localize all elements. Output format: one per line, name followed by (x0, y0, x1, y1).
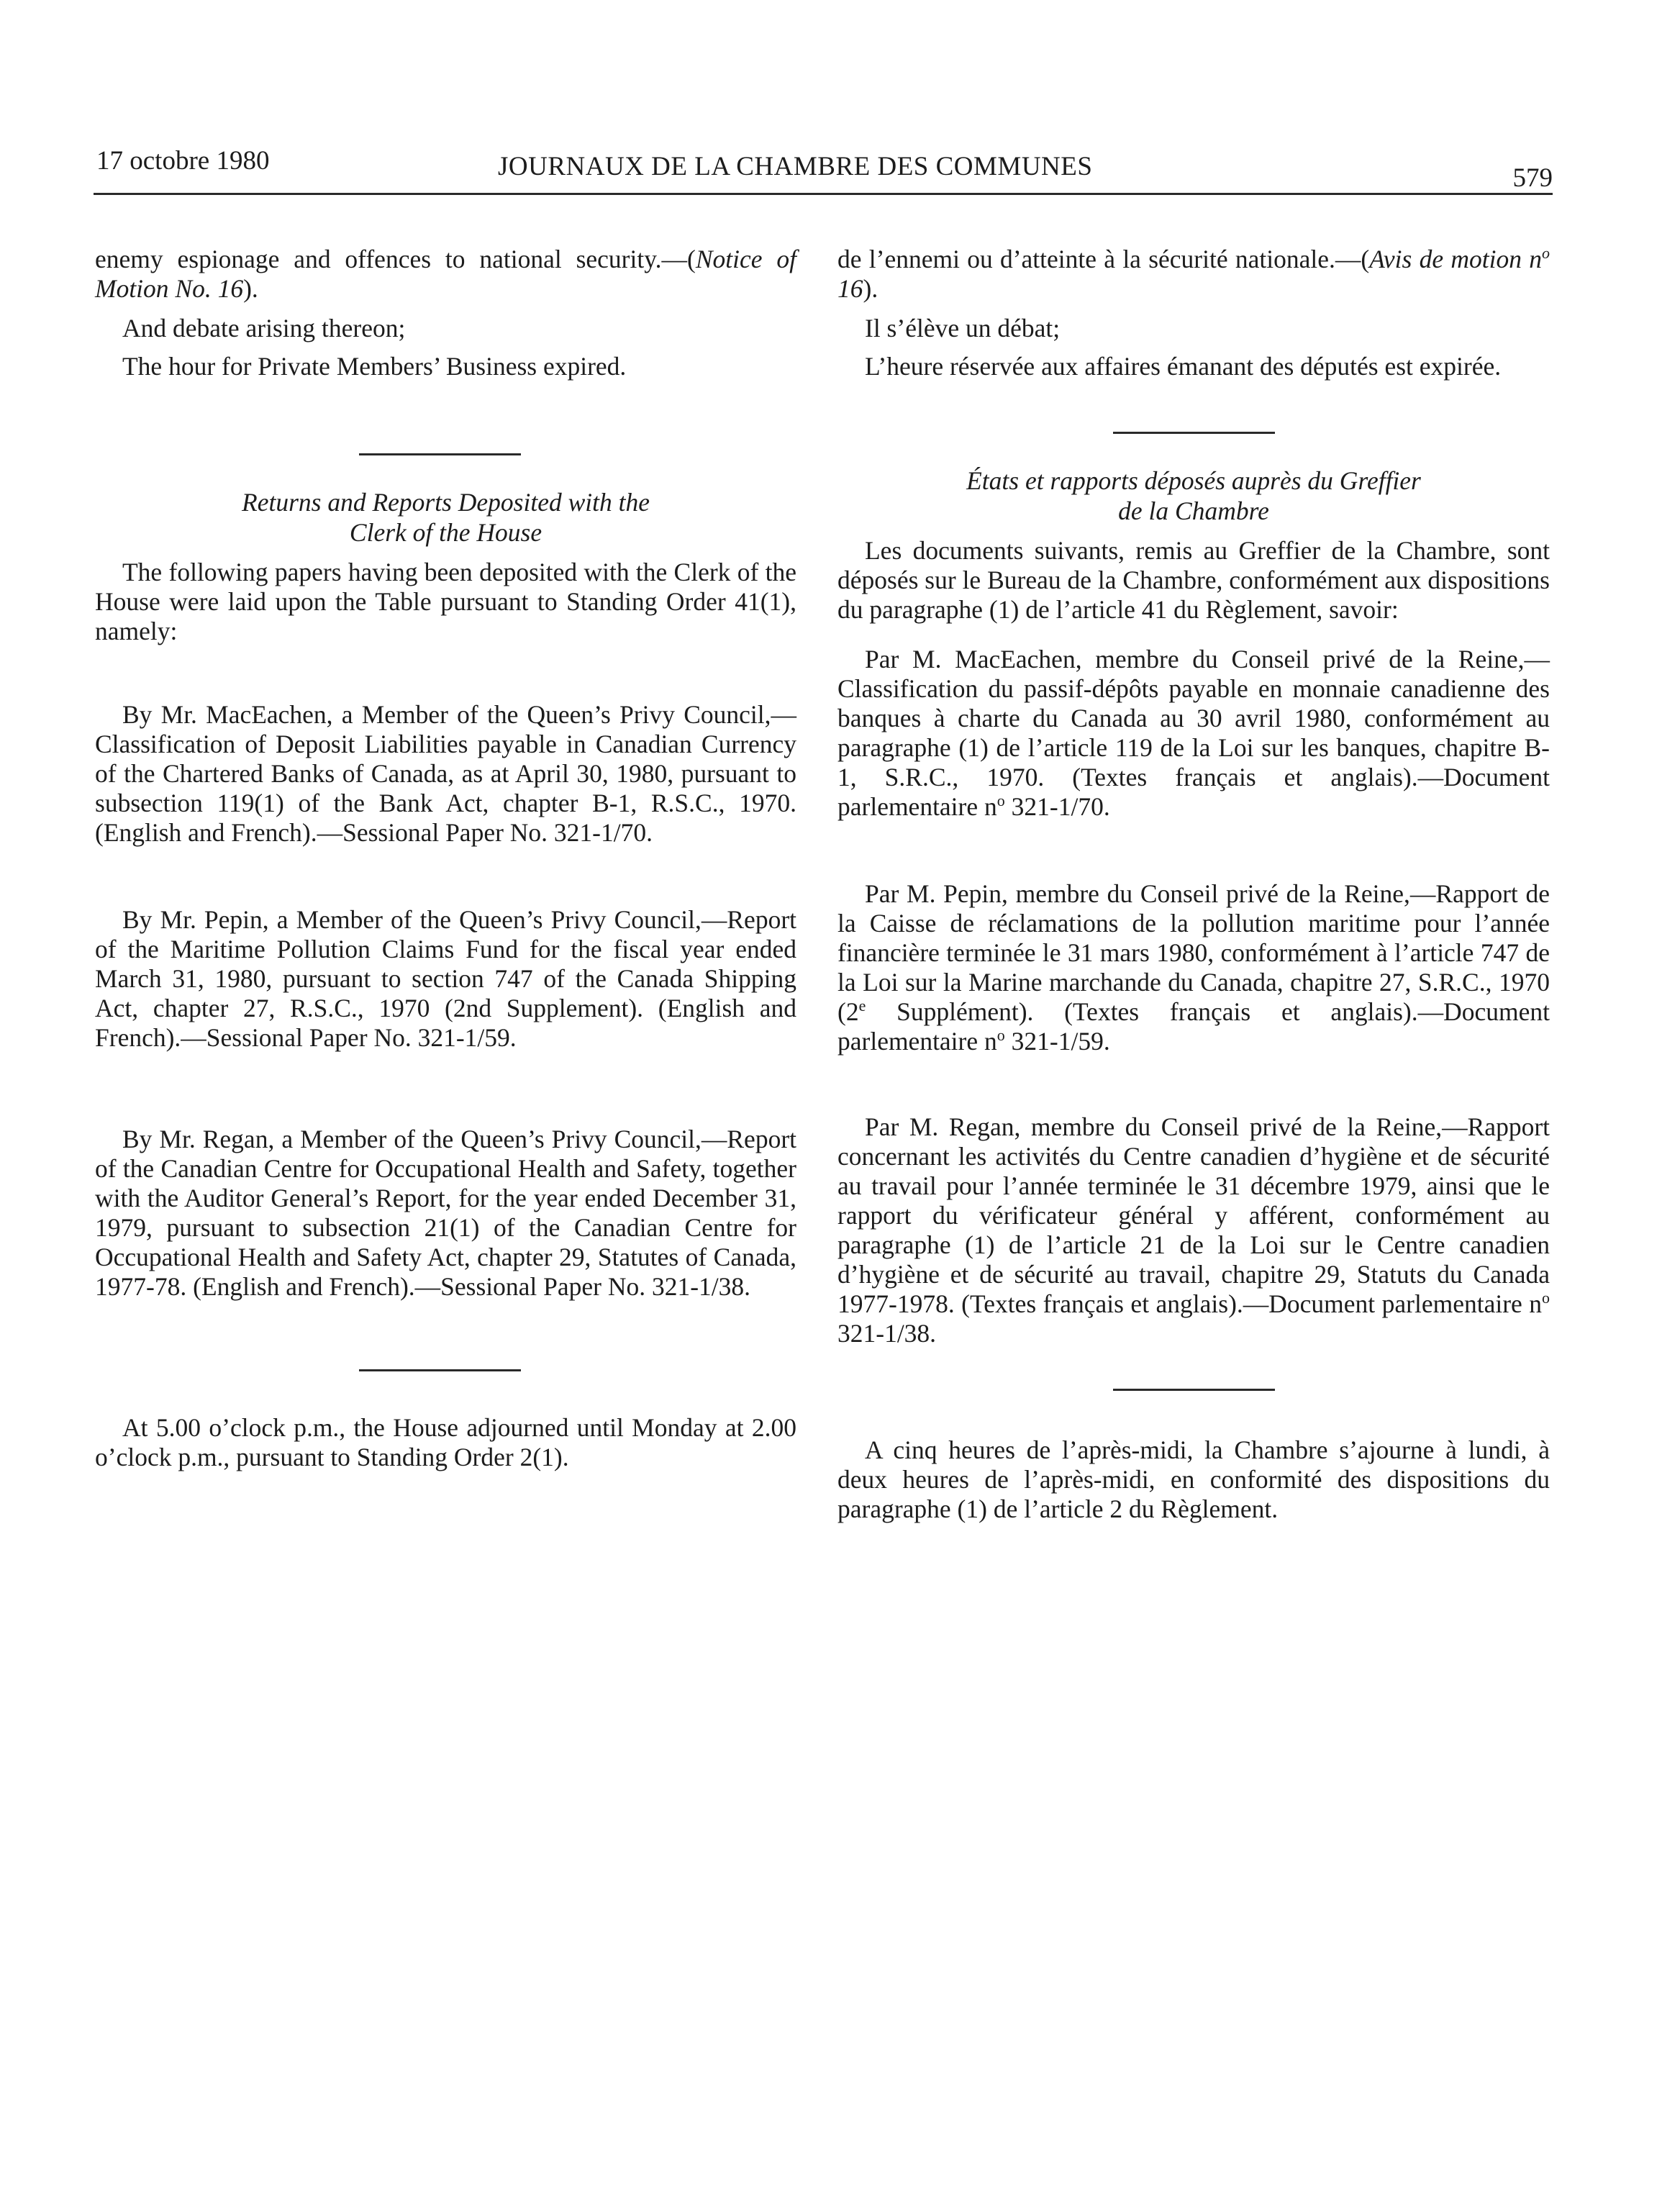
en-section-heading: Returns and Reports Deposited with the Clerk of the House (242, 488, 650, 547)
fr-paper-item-2: Par M. Pepin, membre du Conseil privé de la Reine,—Rapport de la Caisse de réclamations de la pollution maritime pour l’année financière terminée le 31 mars 1980, conformément à l’article 747 de la Loi sur la Marine marchande du Canada, chapitre 27, S.R.C., 1970 (2e Supplément). (Textes français et anglais).—Document parlementaire $n^o$ 321-1/59. (837, 879, 1550, 1056)
en-paper-item-3: By Mr. Regan, a Member of the Queen’s Privy Council,—Report of the Canadian Centre for Occupational Health and Safety, together with the Auditor General’s Report, for the year ended December 31, 1979, pursuant to subsection 21(1) of the Canadian Centre for Occupational Health and Safety Act, chapter 29, Statutes of Canada, 1977-78. (English and French).—Sessional Paper No. 321-1/38. (95, 1125, 796, 1301)
fr-intro-paragraph: Les documents suivants, remis au Greffier de la Chambre, sont déposés sur le Bureau de la Chambre, conformément aux dispositions du paragraphe (1) de l’article 41 du Règlement, savoir: (837, 536, 1550, 624)
en-debate-line: And debate arising thereon; (122, 314, 406, 342)
en-paper-item-1: By Mr. MacEachen, a Member of the Queen’s Privy Council,—Classification of Deposit Liabilities payable in Canadian Currency of the Chartered Banks of Canada, as at April 30, 1980, pursuant to subsection 119(1) of the Bank Act, chapter B-1, R.S.C., 1970. (English and French).—Sessional Paper No. 321-1/70. (95, 700, 796, 847)
section-divider (1113, 1389, 1275, 1391)
french-column (837, 245, 1550, 1524)
fr-continued-paragraph: de l’ennemi ou d’atteinte à la sécurité nationale.—(Avis de motion $n^o$ 16). (837, 244, 1550, 303)
fr-section-heading: États et rapports déposés auprès du Greffier de la Chambre (966, 466, 1421, 525)
section-divider (359, 1369, 521, 1371)
en-paper-item-2: By Mr. Pepin, a Member of the Queen’s Privy Council,—Report of the Maritime Pollution Claims Fund for the fiscal year ended March 31, 1980, pursuant to section 747 of the Canada Shipping Act, chapter 27, R.S.C., 1970 (2nd Supplement). (English and French).—Sessional Paper No. 321-1/59. (95, 905, 796, 1052)
fr-hour-expired-line: L’heure réservée aux affaires émanant des députés est expirée. (865, 352, 1502, 381)
page-number: 579 (1512, 163, 1553, 193)
fr-adjournment-paragraph: A cinq heures de l’après-midi, la Chambre s’ajourne à lundi, à deux heures de l’après-midi, en conformité des dispositions du paragraphe (1) de l’article 2 du Règlement. (837, 1435, 1550, 1523)
english-column (95, 245, 796, 1472)
en-adjournment-paragraph: At 5.00 o’clock p.m., the House adjourned until Monday at 2.00 o’clock p.m., pursuant to Standing Order 2(1). (95, 1413, 796, 1471)
en-intro-paragraph: The following papers having been deposited with the Clerk of the House were laid upon the Table pursuant to Standing Order 41(1), namely: (95, 558, 796, 645)
en-continued-paragraph: enemy espionage and offences to national security.—(Notice of Motion No. 16). (95, 245, 797, 303)
en-hour-expired-line: The hour for Private Members’ Business expired. (122, 352, 627, 381)
section-divider (1113, 432, 1275, 434)
header-title: JOURNAUX DE LA CHAMBRE DES COMMUNES (498, 152, 1093, 181)
fr-debate-line: Il s’élève un débat; (865, 314, 1061, 342)
fr-paper-item-3: Par M. Regan, membre du Conseil privé de la Reine,—Rapport concernant les activités du Centre canadien d’hygiène et de sécurité au travail pour l’année terminée le 31 décembre 1979, ainsi que le rapport du vérificateur général y afférent, conformément au paragraphe (1) de l’article 21 de la Loi sur le Centre canadien d’hygiène et de sécurité au travail, chapitre 29, Statuts du Canada 1977-1978. (Textes français et anglais).—Document parlementaire $n^o$ 321-1/38. (837, 1112, 1550, 1348)
section-divider (359, 453, 521, 455)
header-date: 17 octobre 1980 (96, 146, 270, 176)
running-header (94, 142, 1553, 195)
fr-paper-item-1: Par M. MacEachen, membre du Conseil privé de la Reine,—Classification du passif-dépôts payable en monnaie canadienne des banques à charte du Canada au 30 avril 1980, conformément au paragraphe (1) de l’article 119 de la Loi sur les banques, chapitre B-1, S.R.C., 1970. (Textes français et anglais).—Document parlementaire $n^o$ 321-1/70. (837, 645, 1550, 821)
